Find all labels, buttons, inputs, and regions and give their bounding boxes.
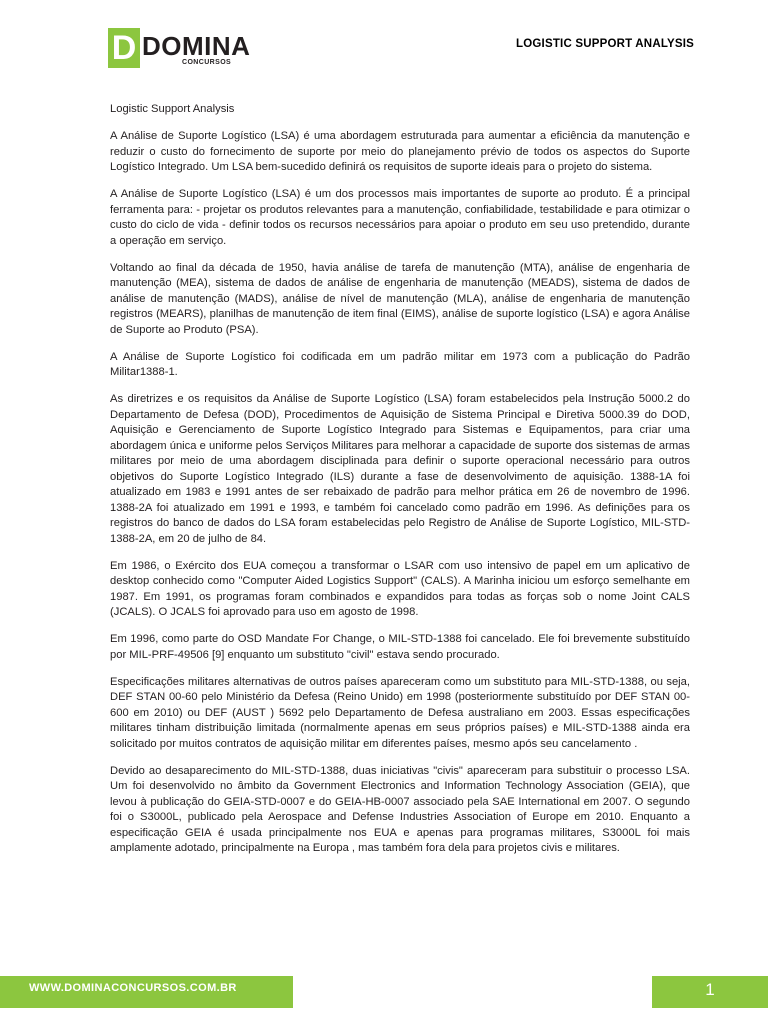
paragraph: As diretrizes e os requisitos da Análise de Suporte Logístico (LSA) foram estabelecidos pela Instrução 5000.2 do Departamento de Defesa (DOD), Procedimentos de Aquisição de Sistema Principal e Diretiva 5000.39 do DOD, Aquisição e Gerenciamento de Suporte Logístico Integrado para Sistemas e Equipamentos, para criar uma abordagem única e uniforme pelos Serviços Militares para melhorar a capacidade de suporte dos sistemas de armas militares por meio de uma abordagem disciplinada para definir o suporte operacional necessário para outros objetivos do Suporte Logístico Integrado (ILS) durante a fase de desenvolvimento de aquisição. 1388-1A foi atualizado em 1983 e 1991 antes de ser rebaixado de padrão para melhor prática em 26 de novembro de 1996. 1388-2A foi atualizado em 1991 e 1993, e também foi cancelado como padrão em 1996. As definições para os registros do banco de dados do LSA foram estabelecidas pelo Registro de Análise de Suporte Logístico, MIL-STD-1388-2A, em 20 de julho de 84. [110,393,690,545]
paragraph: Especificações militares alternativas de outros países apareceram como um substituto para MIL-STD-1388, ou seja, DEF STAN 00-60 pelo Ministério da Defesa (Reino Unido) em 1998 (posteriormente substituído por DEF STAN 00-600 em 2010) ou DEF (AUST ) 5692 pelo Departamento de Defesa australiano em 2003. Essas especificações militares tinham distribuição limitada (normalmente apenas em seus próprios países) e MIL-STD-1388 ainda era solicitado por muitos contratos de aquisição militar em diferentes países, mesmo após seu cancelamento . [110,675,690,750]
footer-bar [0,976,293,1008]
document-body [110,102,690,868]
page-number: 1 [705,980,715,999]
document-header-title: LOGISTIC SUPPORT ANALYSIS [516,38,694,50]
paragraph: A Análise de Suporte Logístico (LSA) é uma abordagem estruturada para aumentar a eficiência da manutenção e reduzir o custo do fornecimento de suporte por meio do planejamento prévio de todos os aspectos do Suporte Logístico Integrado. Um LSA bem-sucedido definirá os requisitos de suporte ideais para o projeto do sistema. [110,130,690,173]
paragraph: Em 1986, o Exército dos EUA começou a transformar o LSAR com uso intensivo de papel em um aplicativo de desktop conhecido como "Computer Aided Logistics Support" (CALS). A Marinha iniciou um esforço semelhante em 1987. Em 1991, os programas foram combinados e expandidos para todas as forças sob o nome Joint CALS (JCALS). O JCALS foi aprovado para uso em agosto de 1998. [110,559,690,618]
paragraph: A Análise de Suporte Logístico (LSA) é um dos processos mais importantes de suporte ao produto. É a principal ferramenta para: - projetar os produtos relevantes para a manutenção, confiabilidade, testabilidade e para otimizar o custo do ciclo de vida - definir todos os recursos necessários para apoiar o produto em seu uso pretendido, durante a operação em serviço. [110,188,690,247]
footer-website-link[interactable]: WWW.DOMINACONCURSOS.COM.BR [29,982,237,994]
logo-wordmark: DOMINA [142,31,251,61]
page-number-box [652,976,768,1008]
domina-logo [108,28,251,72]
logo-subtext: CONCURSOS [182,59,232,66]
paragraph: Em 1996, como parte do OSD Mandate For Change, o MIL-STD-1388 foi cancelado. Ele foi brevemente substituído por MIL-PRF-49506 [9] enquanto um substituto "civil" estava sendo procurado. [110,633,690,661]
logo-d-mark: D [108,28,140,68]
paragraph: A Análise de Suporte Logístico foi codificada em um padrão militar em 1973 com a publicação do Padrão Militar1388-1. [110,350,690,378]
document-heading: Logistic Support Analysis [110,103,235,115]
paragraph: Voltando ao final da década de 1950, havia análise de tarefa de manutenção (MTA), análise de engenharia de manutenção (MEA), sistema de dados de análise de engenharia de manutenção (MEADS), sistema de dados de análise de manutenção (MADS), análise de nível de manutenção (MLA), análise de engenharia de manutenção registros (MEARS), planilhas de manutenção de item final (EIMS), análise de suporte logístico (LSA) e agora Análise de Suporte ao Produto (PSA). [110,261,690,336]
paragraph: Devido ao desaparecimento do MIL-STD-1388, duas iniciativas "civis" apareceram para substituir o processo LSA. Um foi desenvolvido no âmbito da Government Electronics and Information Technology Association (GEIA), que levou à publicação do GEIA-STD-0007 e do GEIA-HB-0007 associado pela SAE International em 2007. O segundo foi o S3000L, publicado pela Aerospace and Defense Industries Association of Europe em 2010. Enquanto a especificação GEIA é usada principalmente nos EUA e apenas para programas militares, S3000L foi mais amplamente adotado, principalmente na Europa , mas também fora dela para projetos civis e militares. [110,764,690,854]
